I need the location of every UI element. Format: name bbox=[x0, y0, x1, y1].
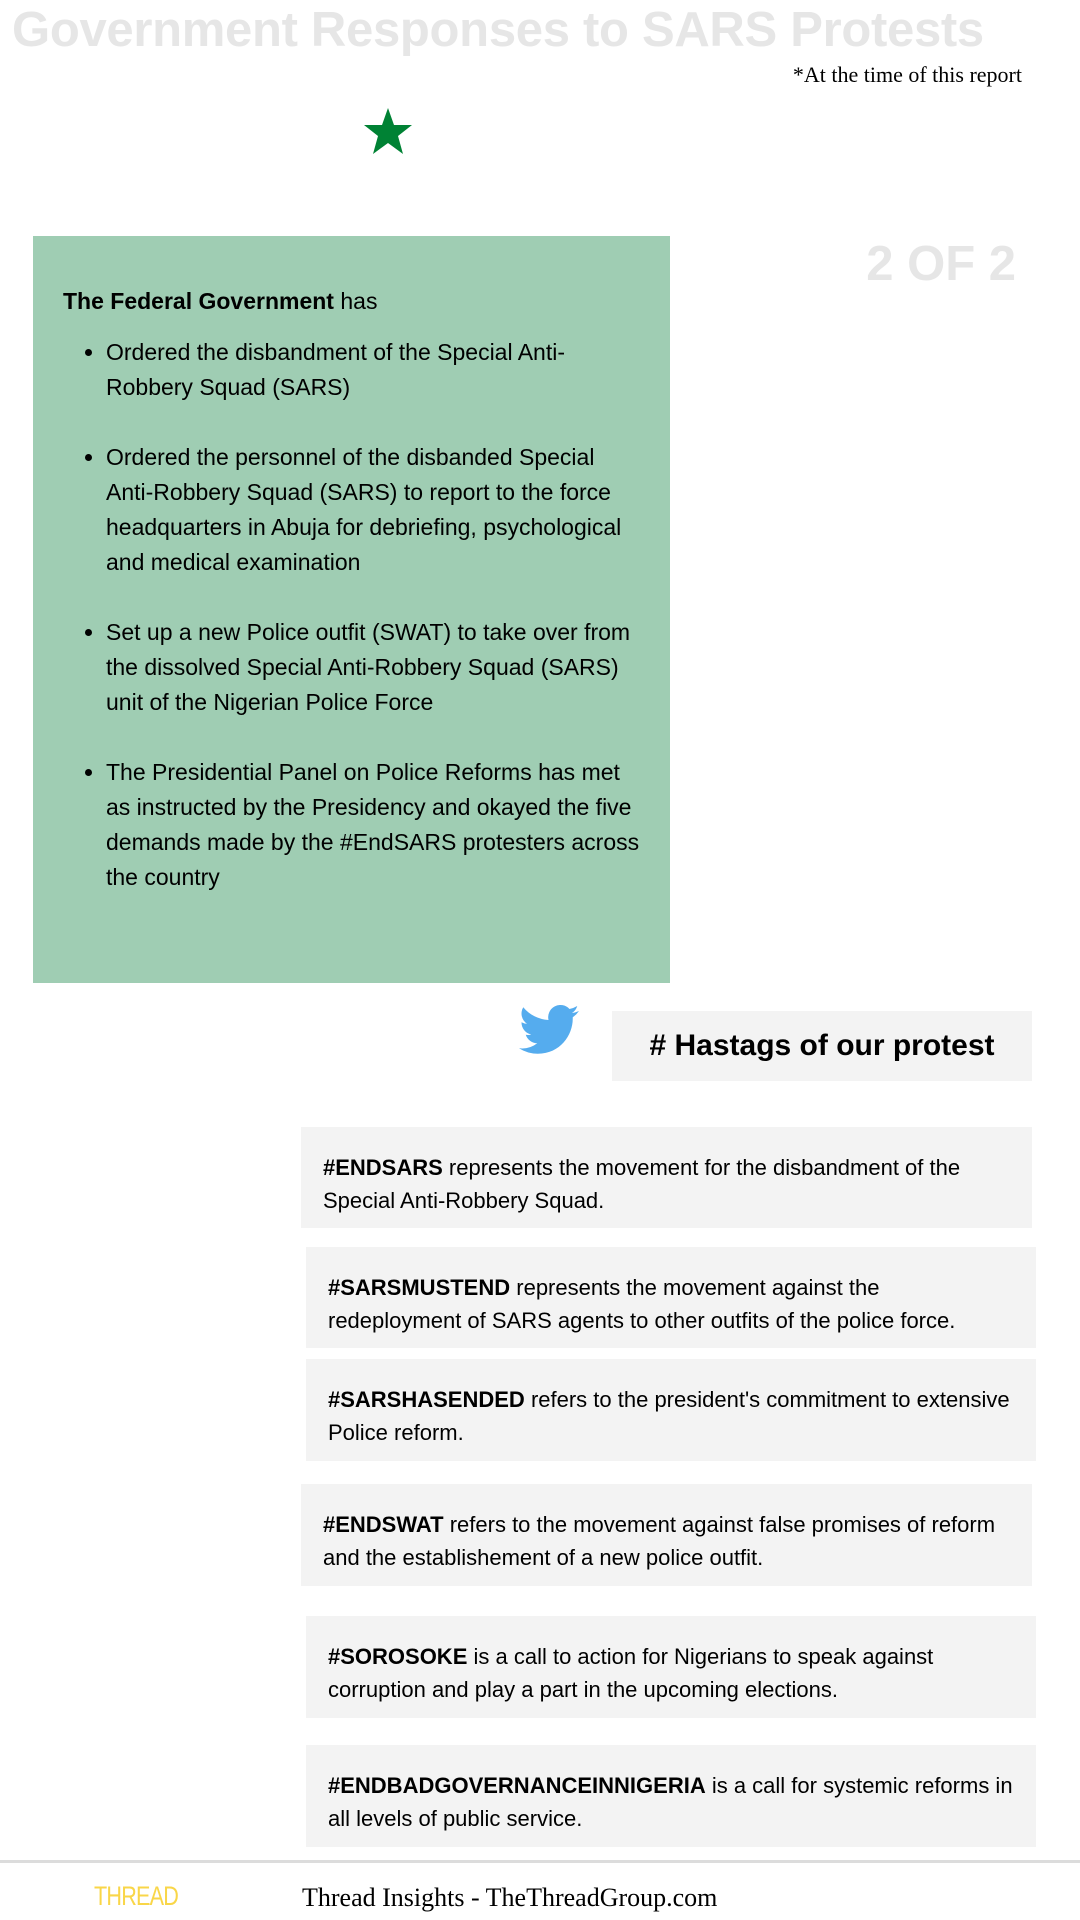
hashtag-card bbox=[306, 1247, 1036, 1348]
page-indicator: 2 OF 2 bbox=[866, 237, 1016, 291]
star-icon bbox=[363, 106, 413, 156]
hashtag-description: refers to the president's commitment to extensive Police reform. bbox=[328, 1387, 1010, 1445]
intro-rest: has bbox=[333, 288, 378, 314]
footer-divider bbox=[0, 1860, 1080, 1863]
twitter-bird-icon bbox=[519, 1005, 579, 1055]
hashtag: #ENDSARS bbox=[323, 1155, 443, 1180]
list-item: • The Presidential Panel on Police Reforms has met as instructed by the Presidency and okayed the five demands made by the #EndSARS protesters across the country bbox=[106, 755, 644, 895]
hashtag: #SOROSOKE bbox=[328, 1644, 468, 1669]
list-item: • Ordered the disbandment of the Special Anti-Robbery Squad (SARS) bbox=[106, 335, 644, 405]
hashtag-description: is a call to action for Nigerians to speak against corruption and play a part in the upcoming elections. bbox=[328, 1644, 934, 1702]
brand-logo: THREAD bbox=[94, 1881, 179, 1911]
hashtag-card bbox=[301, 1127, 1032, 1228]
hashtag-description: represents the movement for the disbandment of the Special Anti-Robbery Squad. bbox=[323, 1155, 961, 1213]
page-title: Government Responses to SARS Protests bbox=[12, 3, 984, 57]
hashtag: #SARSHASENDED bbox=[328, 1387, 525, 1412]
hashtag-description: refers to the movement against false promises of reform and the establishement of a new police outfit. bbox=[323, 1512, 996, 1570]
federal-government-panel bbox=[33, 236, 670, 983]
footer-text: Thread Insights - TheThreadGroup.com bbox=[302, 1883, 718, 1912]
hashtags-heading: # Hastags of our protest bbox=[612, 1011, 1032, 1081]
hashtag-description: represents the movement against the redeployment of SARS agents to other outfits of the police force. bbox=[328, 1275, 956, 1333]
hashtag-card bbox=[306, 1616, 1036, 1718]
panel-intro bbox=[63, 288, 644, 315]
intro-bold: The Federal Government bbox=[63, 288, 334, 314]
hashtag-description: is a call for systemic reforms in all levels of public service. bbox=[328, 1773, 1013, 1831]
action-list bbox=[63, 335, 644, 895]
hashtag: #ENDBADGOVERNANCEINNIGERIA bbox=[328, 1773, 706, 1798]
hashtag: #SARSMUSTEND bbox=[328, 1275, 511, 1300]
report-note: *At the time of this report bbox=[792, 62, 1022, 87]
list-item: • Ordered the personnel of the disbanded Special Anti-Robbery Squad (SARS) to report to the force headquarters in Abuja for debriefing, psychological and medical examination bbox=[106, 440, 644, 580]
hashtag: #ENDSWAT bbox=[323, 1512, 444, 1537]
hashtag-card bbox=[306, 1745, 1036, 1847]
hashtag-card bbox=[301, 1484, 1032, 1586]
list-item: • Set up a new Police outfit (SWAT) to take over from the dissolved Special Anti-Robbery Squad (SARS) unit of the Nigerian Police Force bbox=[106, 615, 644, 720]
hashtag-card bbox=[306, 1359, 1036, 1461]
